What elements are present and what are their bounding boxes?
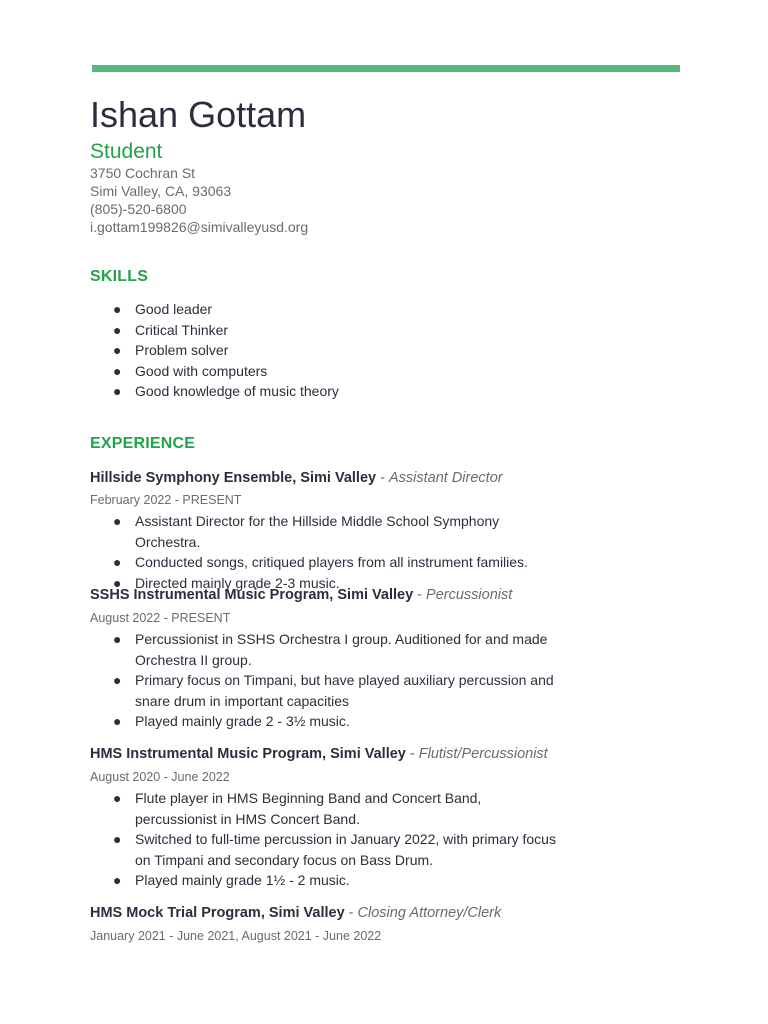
- bullet-icon: ●: [113, 574, 122, 591]
- job-bullet: ● Primary focus on Timpani, but have played auxiliary percussion and snare drum in important capacities: [113, 672, 554, 709]
- job-bullets: [90, 629, 565, 732]
- job-dates: August 2022 - PRESENT: [90, 611, 231, 625]
- bullet-icon: ●: [113, 321, 122, 338]
- skill-item: ● Good knowledge of music theory: [90, 381, 565, 402]
- job-title: [90, 586, 512, 605]
- candidate-name: Ishan Gottam: [90, 94, 307, 135]
- job-organization: Hillside Symphony Ensemble, Simi Valley: [90, 470, 377, 486]
- job-bullets: [90, 788, 565, 891]
- job-title: [90, 745, 548, 764]
- job-title: [90, 469, 503, 488]
- job-separator: -: [413, 587, 427, 603]
- bullet-icon: ●: [113, 342, 122, 358]
- bullet-icon: ●: [113, 362, 122, 379]
- skills-list: [90, 299, 565, 402]
- bullet-icon: ●: [113, 672, 122, 688]
- header-accent-rule: [92, 65, 680, 72]
- experience-heading: EXPERIENCE: [90, 435, 196, 452]
- job-bullet: ● Flute player in HMS Beginning Band and Concert Band, percussionist in HMS Concert Band.: [113, 790, 482, 827]
- job-dates: January 2021 - June 2021, August 2021 - June 2022: [90, 929, 382, 943]
- job-bullet: ● Assistant Director for the Hillside Middle School Symphony Orchestra.: [113, 513, 500, 550]
- contact-block: [90, 164, 308, 236]
- bullet-icon: ●: [113, 631, 122, 647]
- bullet-icon: ●: [113, 383, 122, 399]
- job-position: Closing Attorney/Clerk: [357, 905, 502, 921]
- job-dates: February 2022 - PRESENT: [90, 493, 242, 507]
- job-dates: August 2020 - June 2022: [90, 770, 230, 784]
- skill-item: ● Good with computers: [90, 361, 565, 382]
- job-position: Assistant Director: [388, 470, 503, 486]
- job-bullets: [90, 511, 565, 593]
- bullet-icon: ●: [113, 831, 122, 847]
- candidate-role: Student: [90, 140, 163, 163]
- skill-item: ● Problem solver: [90, 340, 565, 361]
- job-separator: -: [376, 470, 389, 486]
- skills-heading: SKILLS: [90, 268, 149, 285]
- address-line-1: 3750 Cochran St: [90, 165, 196, 181]
- email-address[interactable]: i.gottam199826@simivalleyusd.org: [90, 219, 309, 235]
- job-bullet: ● Percussionist in SSHS Orchestra I group. Auditioned for and made Orchestra II group.: [113, 631, 548, 668]
- job-separator: -: [344, 905, 358, 921]
- job-bullet: ● Played mainly grade 1½ - 2 music.: [90, 870, 565, 891]
- skill-item: ● Critical Thinker: [90, 320, 565, 341]
- job-title: [90, 904, 501, 923]
- bullet-icon: ●: [113, 790, 122, 806]
- bullet-icon: ●: [113, 301, 122, 317]
- job-bullet: ● Conducted songs, critiqued players from all instrument families.: [90, 552, 565, 573]
- bullet-icon: ●: [113, 872, 122, 888]
- job-bullet: ● Directed mainly grade 2-3 music.: [90, 573, 565, 594]
- phone-number: (805)-520-6800: [90, 201, 187, 217]
- job-separator: -: [405, 746, 419, 762]
- address-line-2: Simi Valley, CA, 93063: [90, 183, 232, 199]
- job-organization: HMS Mock Trial Program, Simi Valley: [90, 905, 345, 921]
- bullet-icon: ●: [113, 513, 122, 529]
- skill-item: ● Good leader: [90, 299, 565, 320]
- job-organization: SSHS Instrumental Music Program, Simi Valley: [90, 587, 414, 603]
- bullet-icon: ●: [113, 554, 122, 570]
- job-bullet: ● Switched to full-time percussion in January 2022, with primary focus on Timpani and secondary focus on Bass Drum.: [113, 831, 556, 868]
- job-bullet: ● Played mainly grade 2 - 3½ music.: [90, 711, 565, 732]
- job-position: Flutist/Percussionist: [418, 746, 548, 762]
- bullet-icon: ●: [113, 713, 122, 729]
- job-organization: HMS Instrumental Music Program, Simi Valley: [90, 746, 406, 762]
- job-position: Percussionist: [426, 587, 513, 603]
